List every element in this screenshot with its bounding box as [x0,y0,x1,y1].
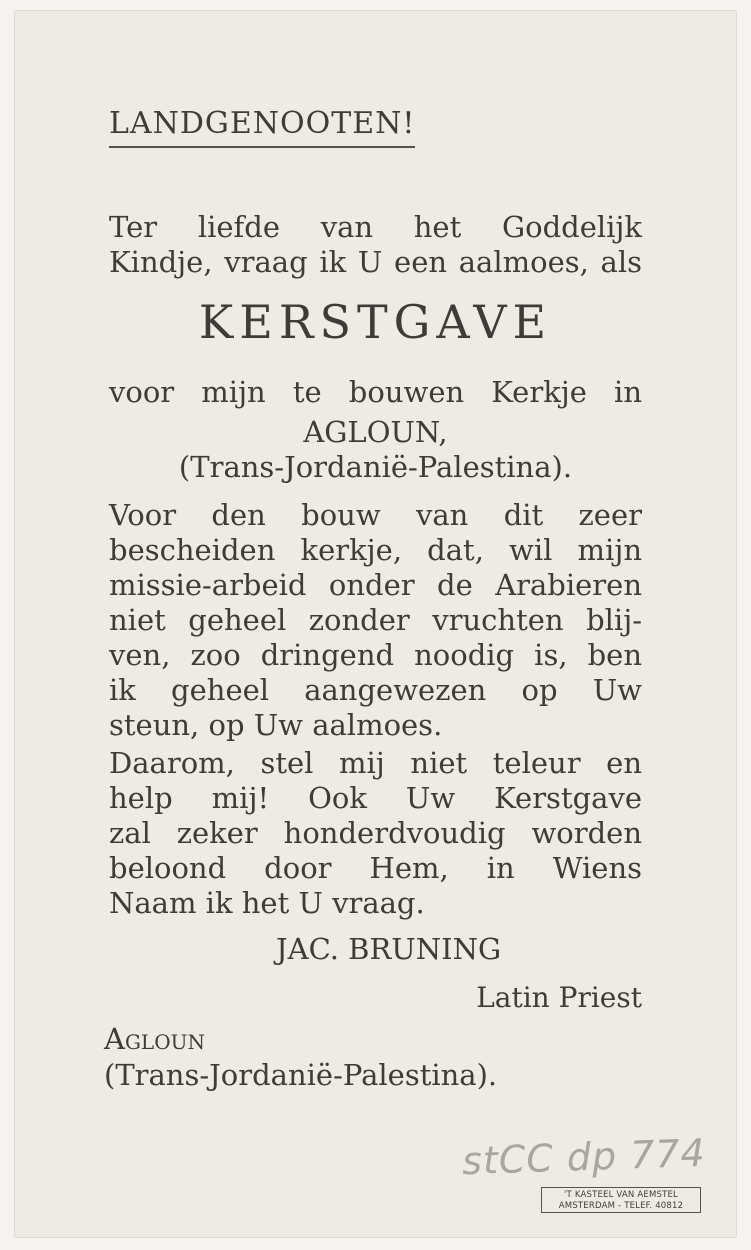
footer-place: Agloun [104,1022,205,1056]
body-line-2: bescheiden kerkje, dat, wil mijn [109,533,642,567]
printer-stamp [541,1187,701,1213]
body-line-6: ik geheel aangewezen op Uw [109,673,642,707]
body-line-3: missie-arbeid onder de Arabieren [109,568,642,602]
footer-region: (Trans-Jordanië-Palestina). [104,1058,498,1092]
intro-line-1: Ter liefde van het Goddelijk [109,210,642,244]
signature-title: Latin Priest [476,981,642,1014]
region-name: (Trans-Jordanië-Palestina). [178,450,573,484]
purpose-line: voor mijn te bouwen Kerkje in [109,375,642,409]
body-line-4: niet geheel zonder vruchten blij- [109,603,642,637]
appeal-line-5: Naam ik het U vraag. [109,886,425,920]
appeal-line-1: Daarom, stel mij niet teleur en [109,746,642,780]
body-line-5: ven, zoo dringend noodig is, ben [109,638,642,672]
place-name: AGLOUN, [303,415,448,449]
appeal-line-3: zal zeker honderdvoudig worden [109,816,642,850]
card-title: KERSTGAVE [198,295,553,349]
signature-name: JAC. BRUNING [276,932,502,966]
intro-line-2: Kindje, vraag ik U een aalmoes, als [109,245,642,279]
appeal-line-2: help mij! Ook Uw Kerstgave [109,781,642,815]
appeal-line-4: beloond door Hem, in Wiens [109,851,642,885]
body-line-1: Voor den bouw van dit zeer [109,498,642,532]
card-heading: LANDGENOOTEN! [109,106,415,148]
prayer-card [14,10,737,1238]
body-line-7: steun, op Uw aalmoes. [109,708,443,742]
printer-stamp-line-1: 'T KASTEEL VAN AEMSTEL [564,1190,678,1200]
printer-stamp-line-2: AMSTERDAM - TELEF. 40812 [558,1201,684,1211]
handwritten-catalog-mark: stCC dp 774 [461,1130,707,1184]
